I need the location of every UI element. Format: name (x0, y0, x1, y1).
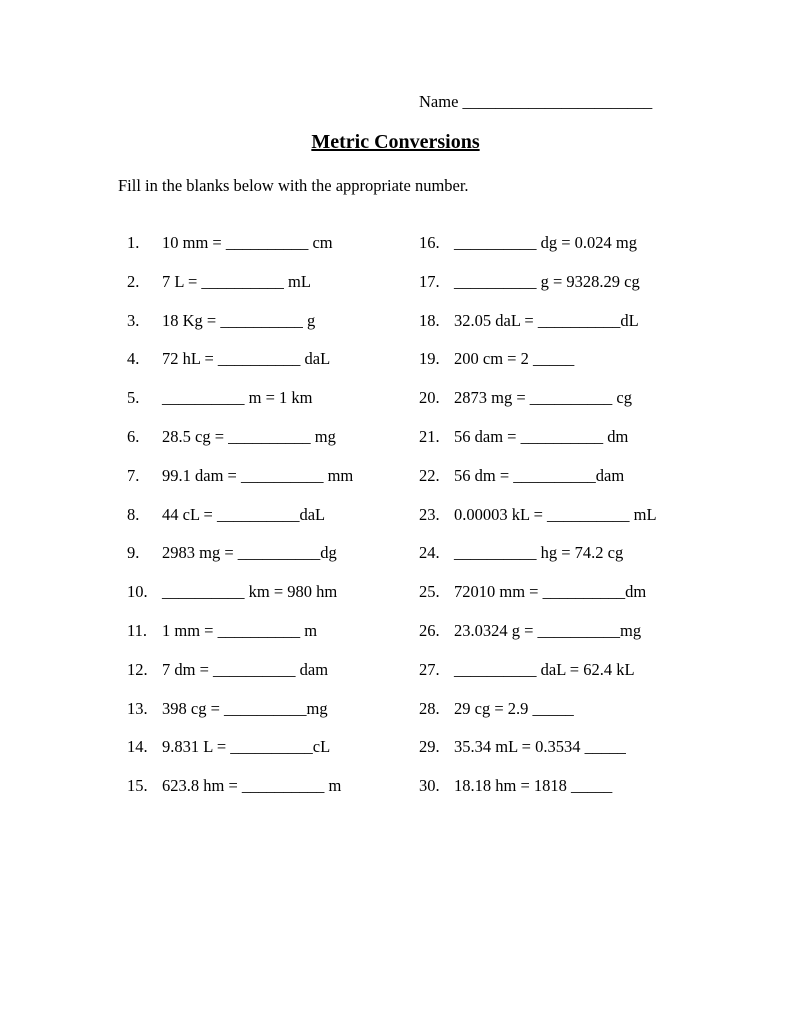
problem-number: 9. (127, 543, 140, 563)
problem-number: 1. (127, 233, 140, 252)
problem-text: __________ m = 1 km (162, 388, 313, 408)
problem-number: 25. (419, 582, 440, 602)
problem-item (127, 659, 427, 698)
problem-column-right (419, 232, 719, 814)
problem-number: 30. (419, 776, 440, 796)
problem-item (419, 310, 719, 349)
problem-number: 22. (419, 465, 440, 485)
problem-text: 2983 mg = __________dg (162, 543, 337, 563)
problem-item (127, 387, 427, 426)
problem-text: 398 cg = __________mg (162, 698, 328, 718)
problem-item (419, 348, 719, 387)
problem-item (419, 775, 719, 814)
problem-item (127, 581, 427, 620)
problem-number: 20. (419, 388, 440, 408)
problem-text: 44 cL = __________daL (162, 504, 326, 524)
problem-text: 18 Kg = __________ g (162, 310, 316, 330)
problem-number: 3. (127, 310, 140, 330)
problem-item (419, 426, 719, 465)
problem-number: 11. (127, 620, 148, 640)
problem-number: 4. (127, 349, 140, 369)
problem-number: 24. (419, 543, 440, 563)
problem-text: 9.831 L = __________cL (162, 737, 331, 757)
problem-item (127, 310, 427, 349)
problem-text: 23.0324 g = __________mg (454, 620, 642, 640)
problem-text: 0.00003 kL = __________ mL (454, 504, 657, 524)
problem-text: 32.05 daL = __________dL (454, 310, 639, 330)
problem-text: 623.8 hm = __________ m (162, 776, 342, 796)
problem-number: 13. (127, 698, 148, 718)
problem-number: 29. (419, 737, 440, 757)
problem-item (419, 698, 719, 737)
problem-text: 35.34 mL = 0.3534 _____ (454, 737, 626, 757)
problem-text: 2873 mg = __________ cg (454, 388, 632, 408)
problem-item (127, 542, 427, 581)
problem-item (127, 426, 427, 465)
problem-item (127, 698, 427, 737)
problem-text: 99.1 dam = __________ mm (162, 465, 354, 485)
problem-item (419, 232, 719, 271)
problem-text: 200 cm = 2 _____ (454, 349, 575, 369)
problem-item (127, 232, 427, 271)
problem-number: 15. (127, 776, 148, 796)
problem-number: 27. (419, 659, 440, 679)
problem-text: 56 dm = __________dam (454, 465, 625, 485)
problem-item (419, 504, 719, 543)
problem-number: 21. (419, 426, 440, 446)
problem-text: 56 dam = __________ dm (454, 426, 629, 446)
problem-number: 5. (127, 388, 140, 408)
problem-text: 28.5 cg = __________ mg (162, 426, 336, 446)
problem-item (127, 775, 427, 814)
problem-item (419, 620, 719, 659)
problem-text: __________ hg = 74.2 cg (454, 543, 624, 563)
problem-text: 7 L = __________ mL (162, 271, 311, 291)
problem-text: 29 cg = 2.9 _____ (454, 698, 574, 718)
problem-text: __________ dg = 0.024 mg (454, 233, 638, 252)
problem-item (127, 736, 427, 775)
problem-text: __________ g = 9328.29 cg (454, 271, 640, 291)
problem-number: 23. (419, 504, 440, 524)
page-title (0, 131, 791, 154)
problem-item (419, 465, 719, 504)
problem-number: 10. (127, 582, 148, 602)
problem-number: 16. (419, 233, 440, 252)
problem-item (127, 465, 427, 504)
problem-text: 7 dm = __________ dam (162, 659, 329, 679)
problem-number: 14. (127, 737, 148, 757)
problem-number: 8. (127, 504, 140, 524)
problem-column-left (127, 232, 427, 814)
problem-number: 17. (419, 271, 440, 291)
problem-text: 18.18 hm = 1818 _____ (454, 776, 613, 796)
problem-number: 28. (419, 698, 440, 718)
problem-number: 19. (419, 349, 440, 369)
problem-item (127, 348, 427, 387)
problem-text: __________ daL = 62.4 kL (454, 659, 635, 679)
problem-item (419, 581, 719, 620)
page-title-text: Metric Conversions (311, 131, 480, 153)
problem-number: 26. (419, 620, 440, 640)
problem-item (419, 542, 719, 581)
name-field-label: Name _______________________ (419, 92, 653, 111)
instructions-text: Fill in the blanks below with the appropriate number. (118, 176, 469, 195)
problem-number: 18. (419, 310, 440, 330)
problem-text: __________ km = 980 hm (162, 582, 338, 602)
problem-text: 1 mm = __________ m (162, 620, 318, 640)
problem-text: 72 hL = __________ daL (162, 349, 331, 369)
problem-item (419, 271, 719, 310)
problem-item (127, 620, 427, 659)
problem-item (419, 659, 719, 698)
problem-item (419, 736, 719, 775)
problem-item (127, 504, 427, 543)
problem-number: 2. (127, 271, 140, 291)
problem-number: 7. (127, 465, 140, 485)
problem-item (127, 271, 427, 310)
problem-item (419, 387, 719, 426)
problem-text: 72010 mm = __________dm (454, 582, 647, 602)
problem-number: 6. (127, 426, 140, 446)
problem-number: 12. (127, 659, 148, 679)
problem-text: 10 mm = __________ cm (162, 233, 333, 252)
